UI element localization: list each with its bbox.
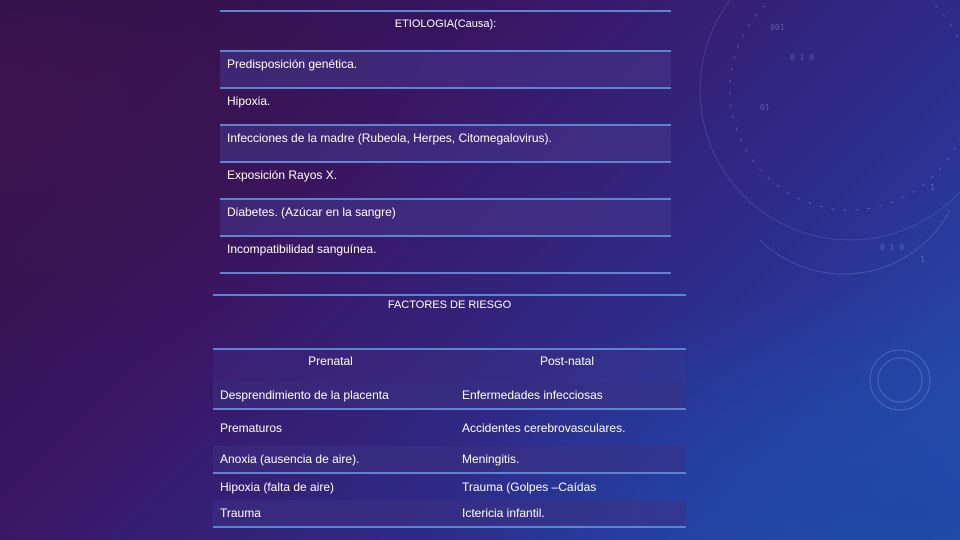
- table-row: [213, 409, 686, 446]
- svg-text:0 1 0: 0 1 0: [880, 243, 905, 252]
- table-cell: Prematuros: [213, 409, 448, 446]
- svg-text:001: 001: [770, 23, 785, 32]
- table-cell: Accidentes cerebrovasculares.: [448, 409, 686, 446]
- table-cell: Hipoxia (falta de aire): [213, 473, 448, 500]
- etiology-item: Hipoxia.: [220, 87, 671, 124]
- table-cell: Meningitis.: [448, 446, 686, 473]
- risk-factors-table: [213, 348, 686, 528]
- table-row: [213, 446, 686, 473]
- svg-text:01: 01: [760, 103, 770, 112]
- etiology-item: Exposición Rayos X.: [220, 161, 671, 198]
- svg-text:1: 1: [930, 183, 935, 192]
- etiology-item: Incompatibilidad sanguínea.: [220, 235, 671, 274]
- etiology-item: Predisposición genética.: [220, 50, 671, 87]
- table-cell: Trauma (Golpes –Caídas: [448, 473, 686, 500]
- risk-title-rule: [213, 294, 686, 296]
- column-header-prenatal: Prenatal: [213, 349, 448, 382]
- svg-text:1: 1: [920, 255, 925, 264]
- table-cell: Ictericia infantil.: [448, 500, 686, 527]
- table-row: [213, 473, 686, 500]
- etiology-item: Diabetes. (Azúcar en la sangre): [220, 198, 671, 235]
- table-row: [213, 382, 686, 409]
- etiology-title: ETIOLOGIA(Causa):: [394, 18, 497, 30]
- table-cell: Anoxia (ausencia de aire).: [213, 446, 448, 473]
- table-cell: Enfermedades infecciosas: [448, 382, 686, 409]
- etiology-table: [220, 10, 671, 274]
- column-header-postnatal: Post-natal: [448, 349, 686, 382]
- table-row: [213, 500, 686, 527]
- svg-text:0 1 0: 0 1 0: [790, 53, 815, 62]
- etiology-item: Infecciones de la madre (Rubeola, Herpes, Citomegalovirus).: [220, 124, 671, 161]
- risk-title: FACTORES DE RIESGO: [387, 299, 512, 311]
- table-cell: Trauma: [213, 500, 448, 527]
- table-cell: Desprendimiento de la placenta: [213, 382, 448, 409]
